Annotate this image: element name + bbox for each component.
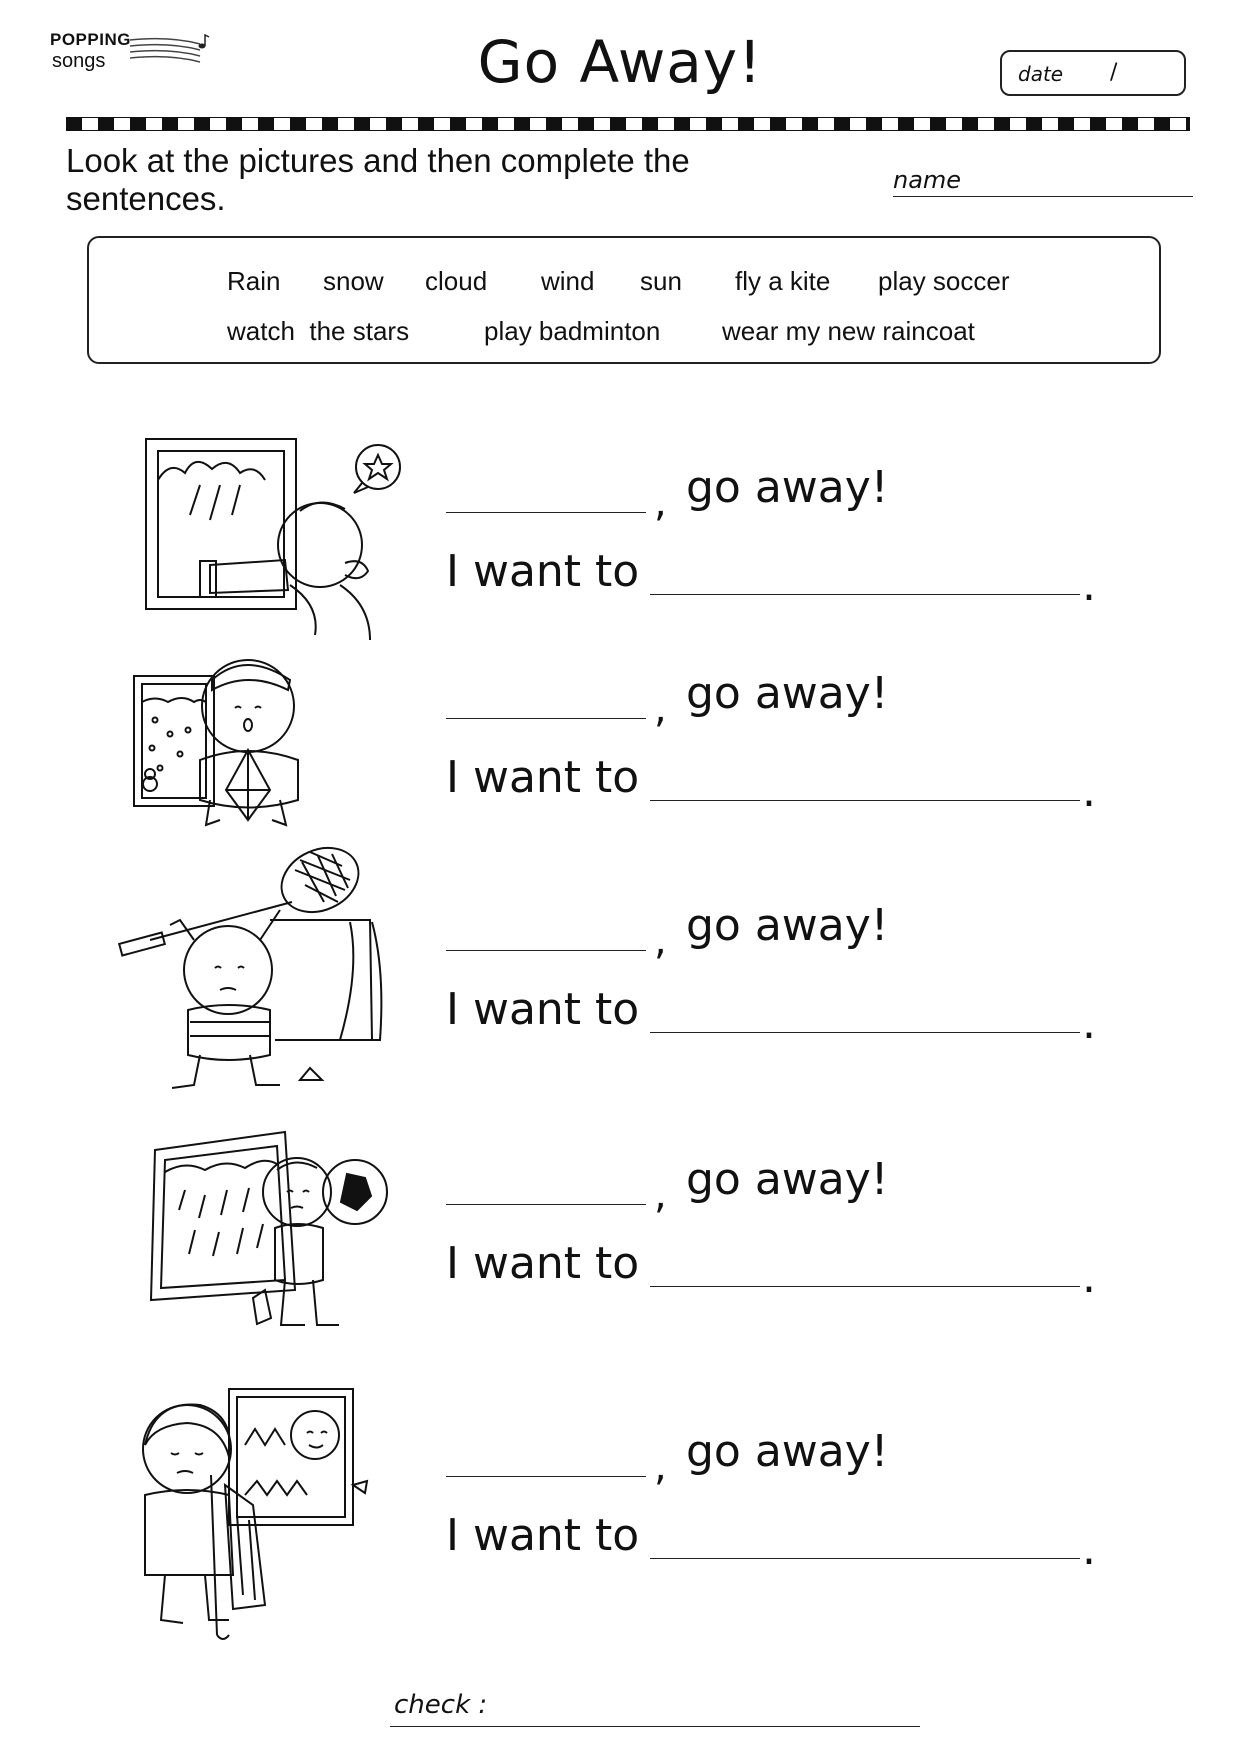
brand-line1: POPPING (50, 30, 131, 49)
go-away-text: go away! (686, 900, 889, 951)
instructions: Look at the pictures and then complete the sentences. (66, 142, 690, 217)
answer-blank-weather-4[interactable] (446, 1204, 646, 1205)
word-bank (87, 236, 1161, 364)
i-want-to-text: I want to (446, 1510, 640, 1561)
word-bank-item: fly a kite (735, 266, 831, 296)
check-label: check : (394, 1690, 488, 1720)
date-box[interactable] (1000, 50, 1186, 96)
go-away-text: go away! (686, 462, 889, 513)
answer-blank-weather-1[interactable] (446, 512, 646, 513)
answer-blank-activity-4[interactable] (650, 1286, 1080, 1287)
i-want-to-text: I want to (446, 752, 640, 803)
checkered-divider (66, 117, 1190, 131)
go-away-text: go away! (686, 668, 889, 719)
date-label: date (1018, 62, 1064, 86)
brand-line2: songs (52, 50, 106, 72)
i-want-to-text: I want to (446, 1238, 640, 1289)
word-bank-item: wind (541, 266, 595, 296)
word-bank-item: watch the stars (227, 316, 410, 346)
answer-blank-activity-1[interactable] (650, 594, 1080, 595)
boy-soccer-ball-icon (145, 1120, 405, 1355)
answer-blank-activity-3[interactable] (650, 1032, 1080, 1033)
boy-kite-icon (130, 650, 330, 840)
answer-blank-weather-5[interactable] (446, 1476, 646, 1477)
i-want-to-text: I want to (446, 546, 640, 597)
i-want-to-text: I want to (446, 984, 640, 1035)
date-separator: / (1110, 60, 1118, 85)
word-bank-item: wear my new raincoat (722, 316, 975, 346)
word-bank-item: Rain (227, 266, 281, 296)
boy-badminton-icon (110, 840, 410, 1100)
answer-blank-activity-2[interactable] (650, 800, 1080, 801)
word-bank-item: cloud (425, 266, 488, 296)
go-away-text: go away! (686, 1426, 889, 1477)
go-away-text: go away! (686, 1154, 889, 1205)
girl-raincoat-icon (125, 1385, 385, 1645)
word-bank-item: snow (323, 266, 384, 296)
girl-telescope-icon (140, 435, 410, 645)
word-bank-item: sun (640, 266, 682, 296)
answer-blank-activity-5[interactable] (650, 1558, 1080, 1559)
answer-blank-weather-2[interactable] (446, 718, 646, 719)
worksheet-title: Go Away! (477, 28, 763, 96)
word-bank-item: play soccer (878, 266, 1010, 296)
name-label: name (893, 166, 962, 194)
check-field[interactable] (390, 1726, 920, 1727)
word-bank-item: play badminton (484, 316, 661, 346)
answer-blank-weather-3[interactable] (446, 950, 646, 951)
name-field[interactable] (893, 196, 1193, 197)
